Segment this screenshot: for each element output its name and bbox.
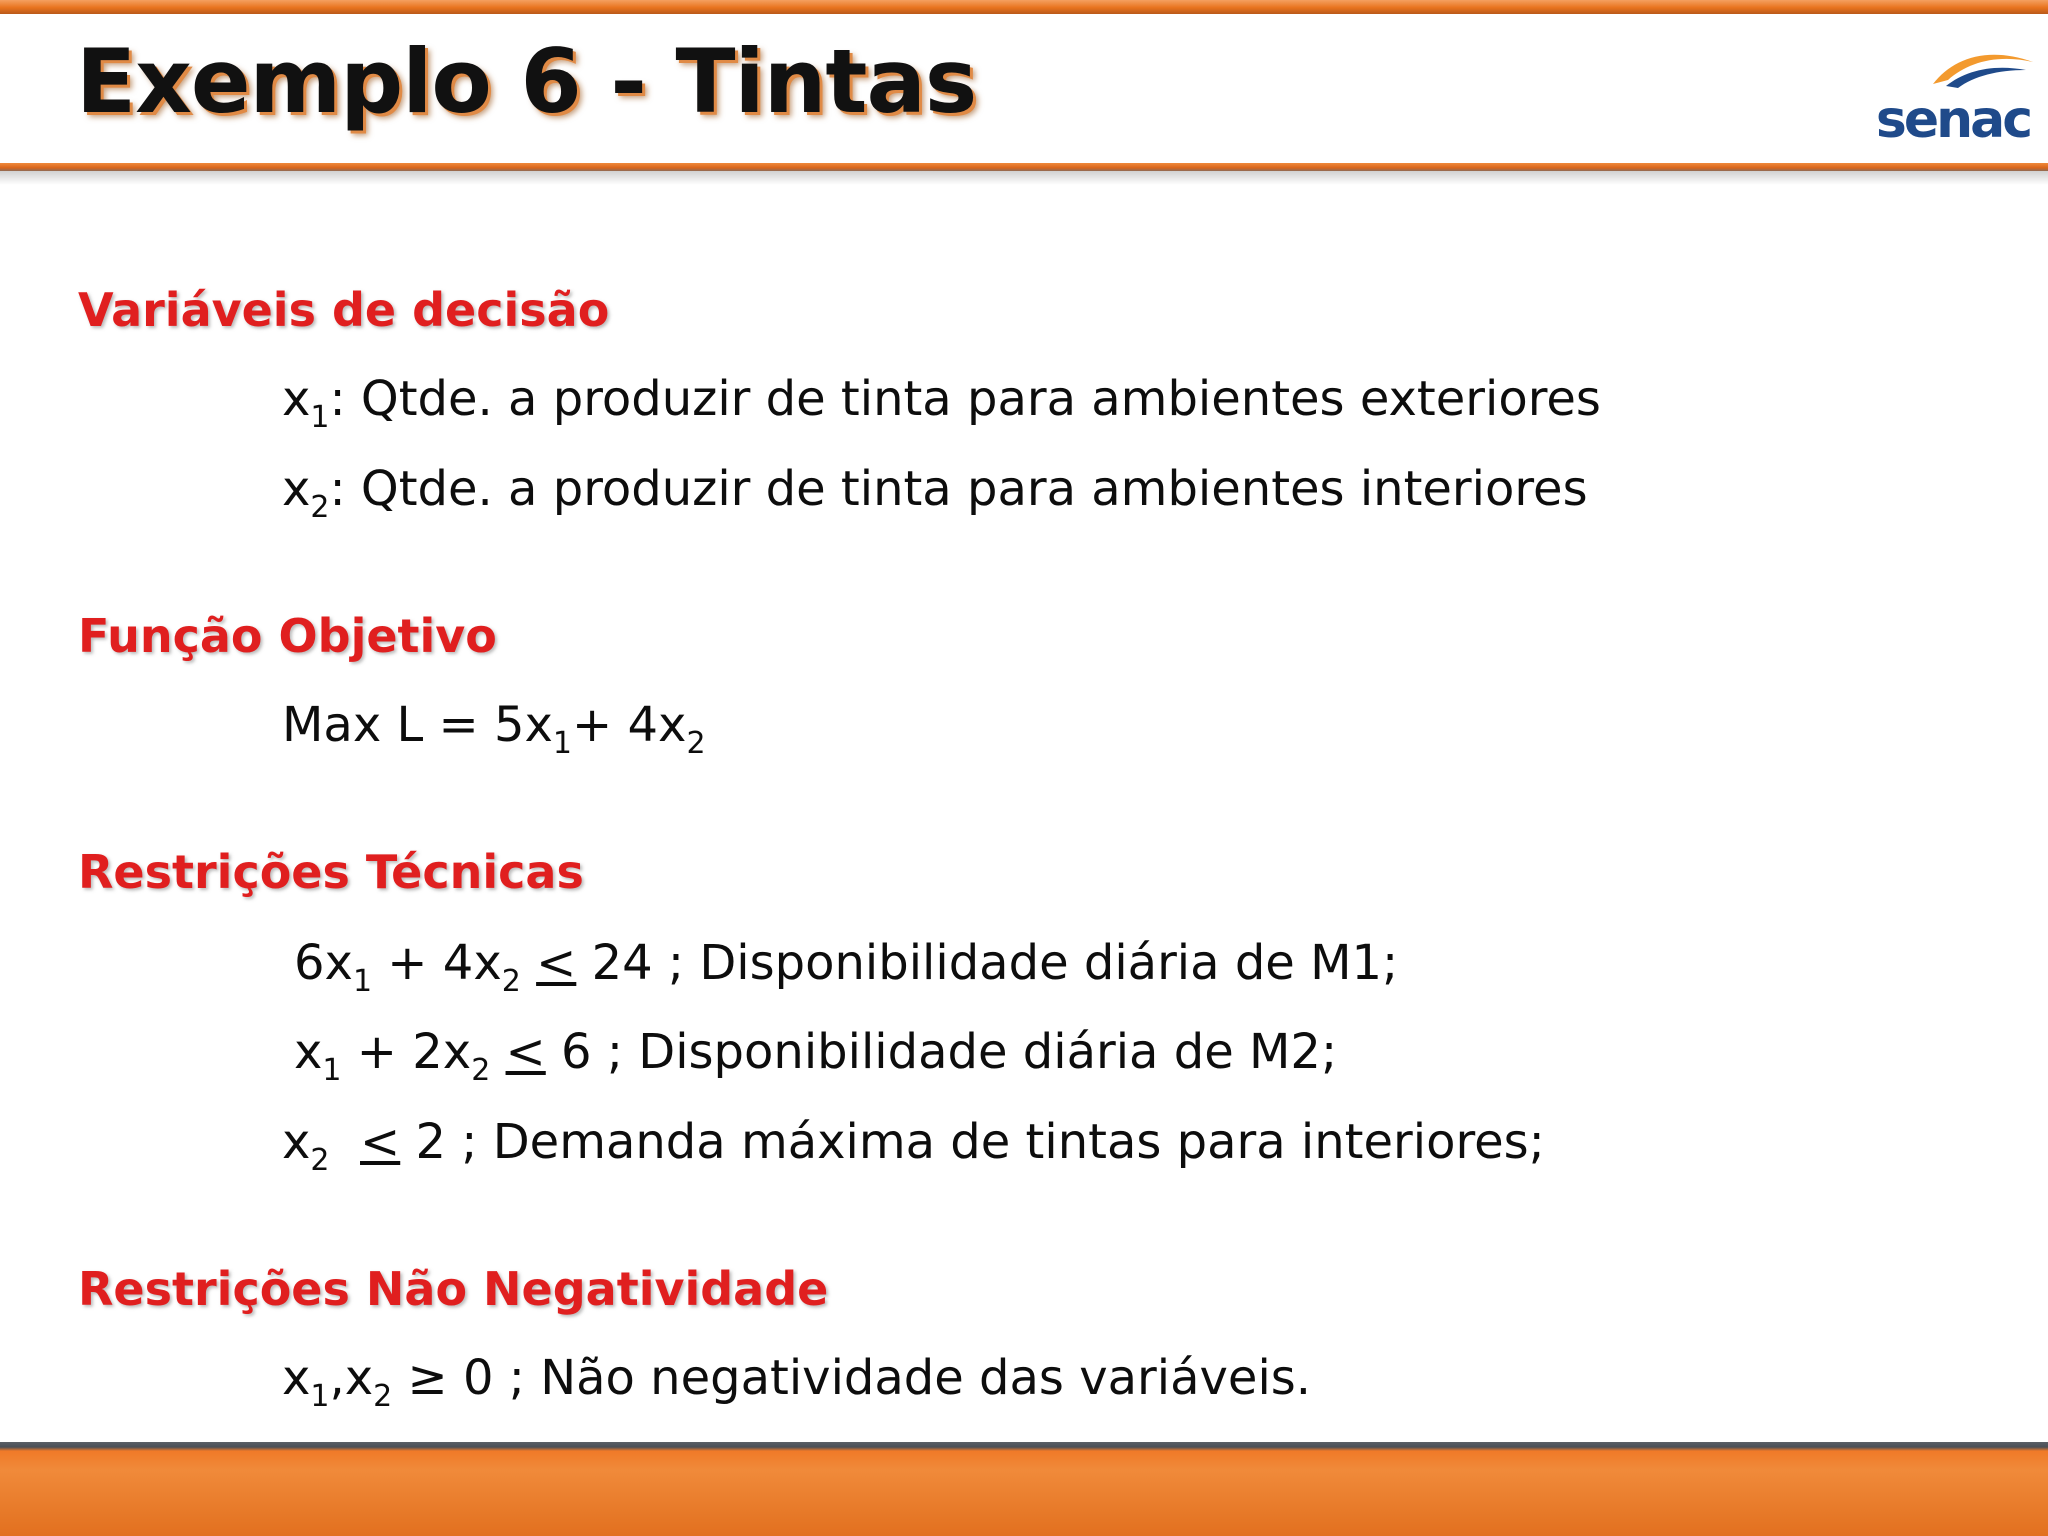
constraint-text: 6 ; Disponibilidade diária de M2; [545,1024,1338,1080]
heading-technical-constraints: Restrições Técnicas [78,845,584,899]
var-name: x [282,461,311,517]
term: + 4x [572,697,687,753]
var-subscript: 1 [310,400,330,435]
footer-band [0,1442,2048,1536]
term: x [282,1114,311,1170]
subscript: 2 [501,964,521,999]
senac-swoosh-icon [1928,40,2038,90]
subscript: 1 [552,726,573,761]
decision-var-x1 [282,371,1601,435]
constraint-nonnegativity [282,1350,1312,1414]
term: x [294,1024,323,1080]
constraint-text: 2 ; Demanda máxima de tintas para interiores; [400,1114,1545,1170]
header-separator [0,163,2048,171]
subscript: 1 [310,1379,330,1414]
leq-symbol: < [536,935,577,991]
heading-objective-function: Função Objetivo [78,609,497,663]
var-description: : Qtde. a produzir de tinta para ambientes interiores [329,461,1588,517]
constraint-text: 24 ; Disponibilidade diária de M1; [576,935,1399,991]
subscript: 1 [352,964,373,999]
slide-title: Exemplo 6 - Tintas [76,30,977,133]
term: Max L = 5x [282,697,553,753]
heading-decision-variables: Variáveis de decisão [78,283,610,337]
constraint-m1 [294,935,1399,999]
subscript: 2 [471,1053,491,1088]
term: + 4x [372,935,502,991]
decision-var-x2 [282,461,1588,525]
term: + 2x [341,1024,472,1080]
term: 6x [294,935,353,991]
heading-nonnegativity: Restrições Não Negatividade [78,1262,829,1316]
constraint-text: ≥ 0 ; Não negatividade das variáveis. [392,1350,1312,1406]
objective-function [282,697,706,761]
senac-logo [1868,40,2038,150]
var-subscript: 2 [310,490,330,525]
var-description: : Qtde. a produzir de tinta para ambientes exteriores [329,371,1601,427]
leq-symbol: < [360,1114,401,1170]
term: ,x [329,1350,374,1406]
subscript: 2 [373,1379,393,1414]
var-name: x [282,371,311,427]
subscript: 1 [322,1053,342,1088]
senac-logo-text: senac [1875,90,2031,150]
subscript: 2 [310,1143,330,1178]
term: x [282,1350,311,1406]
constraint-demand [282,1114,1545,1178]
subscript: 2 [686,726,706,761]
header-shadow [0,171,2048,185]
constraint-m2 [294,1024,1338,1088]
leq-symbol: < [505,1024,546,1080]
top-border [0,0,2048,14]
